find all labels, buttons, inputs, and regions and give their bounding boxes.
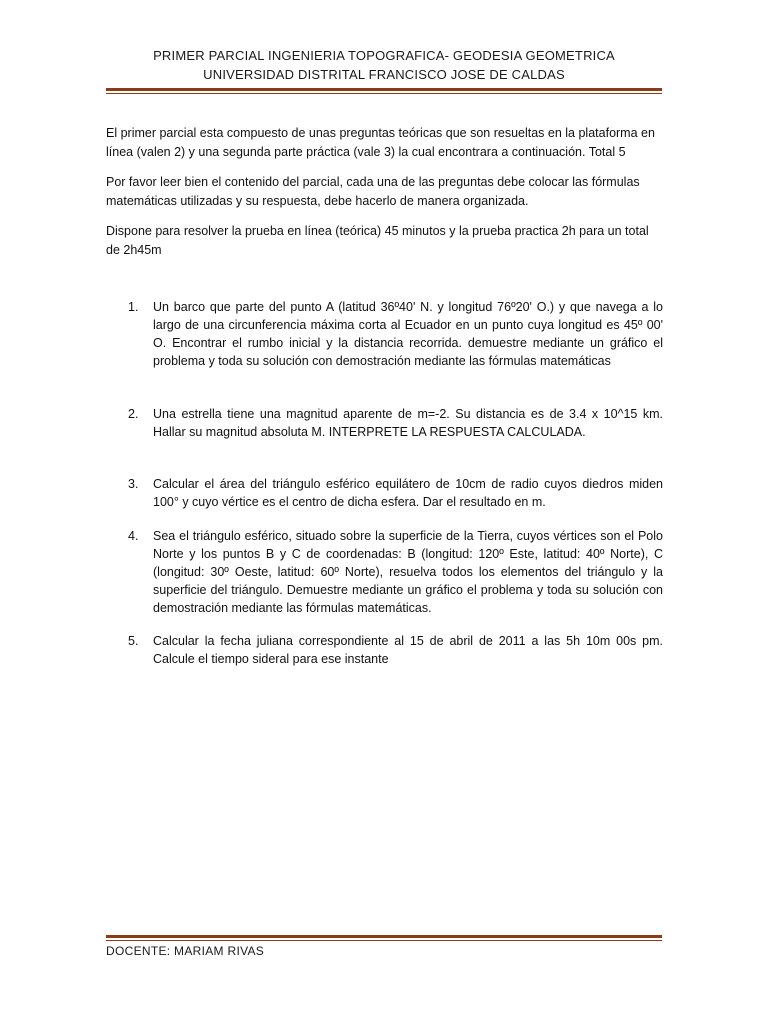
question-text: Calcular el área del triángulo esférico equilátero de 10cm de radio cuyos diedros miden 100° y cuyo vértice es el centro de dicha esfera. Dar el resultado en m. [153, 477, 663, 509]
question-number: 1. [128, 300, 139, 314]
instruction-paragraph: El primer parcial esta compuesto de unas preguntas teóricas que son resueltas en la plataforma en línea (valen 2) y una segunda parte práctica (vale 3) la cual encontrara a continuación. Total 5 [106, 126, 655, 159]
question-text: Sea el triángulo esférico, situado sobre la superficie de la Tierra, cuyos vértices son el Polo Norte y los puntos B y C de coordenadas: B (longitud: 120º Este, latitud: 40º Norte), C (longitud: 30º Oeste, latitud: 60º Norte), resuelva todos los elementos del triángulo y la superficie del triángulo. Demuestre mediante un gráfico el problema y toda su solución con demostración mediante las fórmulas matemáticas. [153, 529, 663, 615]
header-university: UNIVERSIDAD DISTRITAL FRANCISCO JOSE DE CALDAS [203, 67, 565, 82]
question-number: 4. [128, 529, 139, 543]
question-text: Una estrella tiene una magnitud aparente de m=-2. Su distancia es de 3.4 x 10^15 km. Hallar su magnitud absoluta M. INTERPRETE LA RESPUESTA CALCULADA. [153, 407, 663, 439]
question-number: 2. [128, 407, 139, 421]
footer-rule [106, 935, 662, 941]
question-text: Calcular la fecha juliana correspondiente al 15 de abril de 2011 a las 5h 10m 00s pm. Calcule el tiempo sideral para ese instante [153, 634, 663, 666]
question-number: 3. [128, 477, 139, 491]
document-header [106, 46, 662, 84]
instruction-paragraph: Dispone para resolver la prueba en línea (teórica) 45 minutos y la prueba practica 2h para un total de 2h45m [106, 224, 649, 257]
question-text: Un barco que parte del punto A (latitud 36º40' N. y longitud 76º20' O.) y que navega a lo largo de una circunferencia máxima corta al Ecuador en un punto cuya longitud es 45º 00' O. Encontrar el rumbo inicial y la distancia recorrida. demuestre mediante un gráfico el problema y toda su solución con demostración mediante las fórmulas matemáticas [153, 300, 663, 368]
question-number: 5. [128, 634, 139, 648]
instructions [106, 124, 664, 271]
footer-teacher: DOCENTE: MARIAM RIVAS [106, 944, 265, 958]
header-title: PRIMER PARCIAL INGENIERIA TOPOGRAFICA- GEODESIA GEOMETRICA [153, 48, 615, 63]
header-rule [106, 88, 662, 94]
instruction-paragraph: Por favor leer bien el contenido del parcial, cada una de las preguntas debe colocar las fórmulas matemáticas utilizadas y su respuesta, debe hacerlo de manera organizada. [106, 175, 640, 208]
